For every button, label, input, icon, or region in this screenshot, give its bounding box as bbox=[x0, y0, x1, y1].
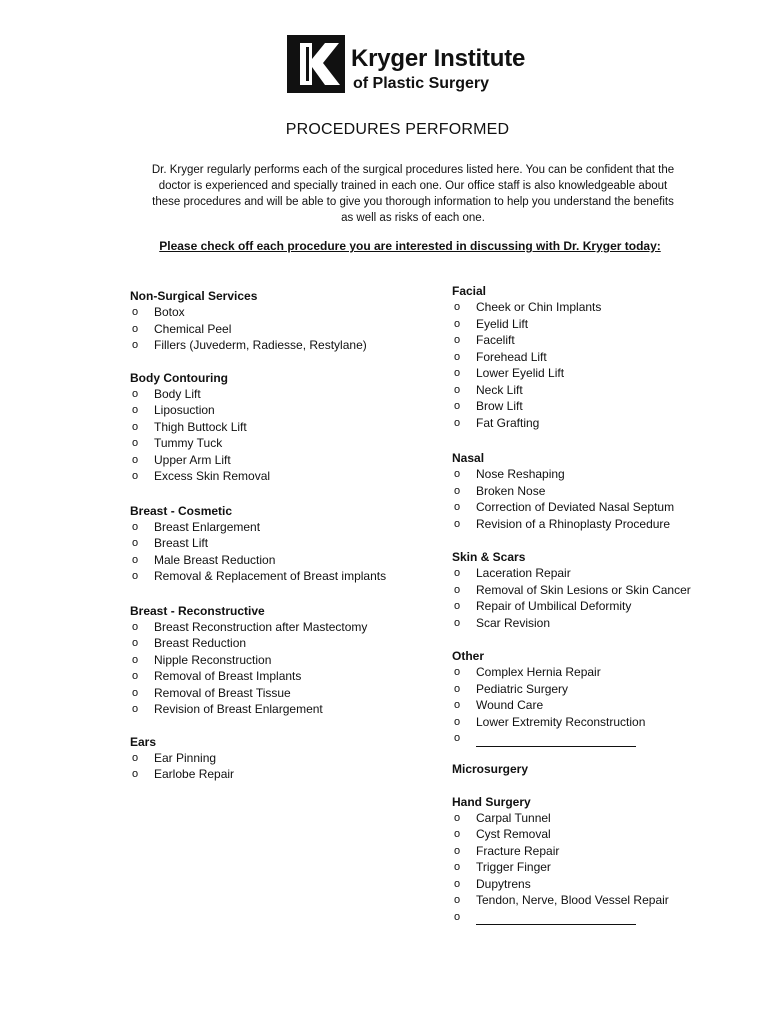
checkbox-circle-icon[interactable]: o bbox=[132, 520, 139, 533]
right-column bbox=[452, 283, 752, 925]
section-heading: Nasal bbox=[452, 451, 485, 465]
item-label: Nipple Reconstruction bbox=[154, 652, 272, 667]
section-body-contouring bbox=[130, 370, 430, 485]
checkbox-circle-icon[interactable]: o bbox=[132, 637, 139, 649]
item-label: Tummy Tuck bbox=[154, 436, 223, 450]
checkbox-item-chemical-peel[interactable] bbox=[130, 321, 430, 338]
checkbox-circle-icon[interactable]: o bbox=[454, 334, 461, 346]
section-heading: Non-Surgical Services bbox=[130, 289, 258, 303]
checkbox-circle-icon[interactable]: o bbox=[454, 877, 461, 890]
item-label: Excess Skin Removal bbox=[154, 469, 271, 483]
item-label: Broken Nose bbox=[476, 483, 546, 498]
item-label: Eyelid Lift bbox=[476, 316, 529, 331]
checkbox-item-trigger-finger[interactable] bbox=[452, 859, 752, 876]
checkbox-circle-icon[interactable]: o bbox=[132, 322, 139, 335]
section-heading: Facial bbox=[452, 284, 487, 298]
checkbox-item-thigh-buttock-lift[interactable] bbox=[130, 419, 430, 436]
logo-mark-icon bbox=[287, 35, 345, 93]
section-nasal bbox=[452, 450, 752, 532]
checkbox-item-pediatric-surgery[interactable] bbox=[452, 681, 752, 698]
checkbox-circle-icon[interactable]: o bbox=[132, 404, 139, 416]
checkbox-item-eyelid-lift[interactable] bbox=[452, 316, 752, 333]
checkbox-item-fracture-repair[interactable] bbox=[452, 843, 752, 860]
checkbox-circle-icon[interactable]: o bbox=[454, 666, 461, 678]
section-breast-cosmetic bbox=[130, 503, 430, 585]
checkbox-circle-icon[interactable]: o bbox=[454, 416, 461, 429]
checkbox-circle-icon[interactable]: o bbox=[454, 715, 461, 728]
item-label: Botox bbox=[154, 305, 185, 319]
checkbox-circle-icon[interactable]: o bbox=[132, 751, 139, 764]
checkbox-item-tummy-tuck[interactable] bbox=[130, 435, 430, 452]
checkbox-item-fat-grafting[interactable] bbox=[452, 415, 752, 432]
checkbox-item-removal-of-breast-implants[interactable] bbox=[130, 668, 430, 685]
item-label: Male Breast Reduction bbox=[154, 552, 276, 567]
checkbox-circle-icon[interactable]: o bbox=[132, 553, 139, 566]
checkbox-circle-icon[interactable]: o bbox=[454, 844, 461, 857]
checkbox-item-earlobe-repair[interactable] bbox=[130, 766, 430, 783]
checkbox-item-upper-arm-lift[interactable] bbox=[130, 452, 430, 469]
section-heading: Skin & Scars bbox=[452, 550, 526, 564]
checkbox-item-brow-lift[interactable] bbox=[452, 398, 752, 415]
page-title: PROCEDURES PERFORMED bbox=[285, 121, 510, 138]
checkbox-item-neck-lift[interactable] bbox=[452, 382, 752, 399]
checkbox-circle-icon[interactable]: o bbox=[132, 306, 139, 318]
checkbox-circle-icon[interactable]: o bbox=[454, 501, 461, 513]
checkbox-item-dupytrens[interactable] bbox=[452, 876, 752, 893]
item-label: Fillers (Juvederm, Radiesse, Restylane) bbox=[154, 338, 367, 352]
checkbox-item-removal-of-skin-lesions-or-skin-cancer[interactable] bbox=[452, 582, 752, 599]
checkbox-item-tendon-nerve-blood-vessel-repair[interactable] bbox=[452, 892, 752, 909]
instruction-text: Please check off each procedure you are interested in discussing with Dr. Kryger today: bbox=[159, 239, 661, 253]
checkbox-item-correction-of-deviated-nasal-septum[interactable] bbox=[452, 499, 752, 516]
item-label: Laceration Repair bbox=[476, 566, 571, 580]
section-skin-scars bbox=[452, 549, 752, 631]
section-heading: Body Contouring bbox=[130, 370, 228, 385]
checkbox-circle-icon[interactable]: o bbox=[454, 400, 461, 412]
item-label: Upper Arm Lift bbox=[154, 452, 231, 467]
item-label: Correction of Deviated Nasal Septum bbox=[476, 500, 675, 514]
checkbox-item-nipple-reconstruction[interactable] bbox=[130, 652, 430, 669]
checkbox-circle-icon[interactable]: o bbox=[454, 861, 461, 873]
intro-paragraph: Dr. Kryger regularly performs each of the surgical procedures listed here. You can be confident that the doctor is experienced and specially trained in each one. Our office staff is also knowledgeable about these procedures and will be able to give you thorough information to help you understand the benefits as well as risks of each one. bbox=[151, 164, 675, 224]
item-label: Wound Care bbox=[476, 698, 544, 712]
item-label: Breast Reduction bbox=[154, 636, 247, 650]
item-label: Breast Lift bbox=[154, 536, 209, 550]
item-label: Removal of Breast Implants bbox=[154, 669, 302, 683]
item-label: Repair of Umbilical Deformity bbox=[476, 599, 632, 613]
checkbox-circle-icon[interactable]: o bbox=[132, 570, 139, 582]
checkbox-circle-icon[interactable]: o bbox=[454, 517, 461, 530]
checkbox-item-breast-reconstruction-after-mastectomy[interactable] bbox=[130, 619, 430, 636]
checkbox-item-laceration-repair[interactable] bbox=[452, 565, 752, 582]
item-label: Neck Lift bbox=[476, 382, 523, 397]
section-hand-surgery bbox=[452, 794, 752, 926]
item-label: Scar Revision bbox=[476, 615, 551, 630]
checkbox-circle-icon[interactable]: o bbox=[132, 686, 139, 699]
section-heading: Microsurgery bbox=[452, 761, 529, 776]
item-label: Removal of Breast Tissue bbox=[154, 685, 291, 700]
checkbox-circle-icon[interactable]: o bbox=[132, 537, 139, 549]
checkbox-circle-icon[interactable]: o bbox=[454, 811, 461, 824]
checkbox-item-breast-lift[interactable] bbox=[130, 535, 430, 552]
item-label bbox=[476, 730, 752, 747]
item-label: Breast Enlargement bbox=[154, 519, 261, 534]
item-label: Cyst Removal bbox=[476, 827, 551, 841]
section-other bbox=[452, 648, 752, 747]
checkbox-circle-icon[interactable]: o bbox=[132, 387, 139, 400]
item-label: Tendon, Nerve, Blood Vessel Repair bbox=[476, 893, 669, 907]
checkbox-circle-icon[interactable]: o bbox=[454, 682, 461, 695]
checkbox-item-ear-pinning[interactable] bbox=[130, 750, 430, 767]
item-label: Earlobe Repair bbox=[154, 767, 235, 781]
checkbox-item-cyst-removal[interactable] bbox=[452, 826, 752, 843]
item-label: Revision of Breast Enlargement bbox=[154, 702, 323, 716]
item-label: Body Lift bbox=[154, 386, 201, 401]
checkbox-item-repair-of-umbilical-deformity[interactable] bbox=[452, 598, 752, 615]
checkbox-circle-icon[interactable]: o bbox=[454, 583, 461, 596]
section-heading: Ears bbox=[130, 734, 157, 749]
checkbox-circle-icon[interactable]: o bbox=[132, 703, 139, 715]
checkbox-circle-icon[interactable]: o bbox=[454, 301, 461, 313]
checkbox-item-breast-enlargement[interactable] bbox=[130, 519, 430, 536]
checkbox-item-botox[interactable] bbox=[130, 304, 430, 321]
checkbox-item-complex-hernia-repair[interactable] bbox=[452, 664, 752, 681]
checkbox-item-nose-reshaping[interactable] bbox=[452, 466, 752, 483]
item-label: Pediatric Surgery bbox=[476, 681, 569, 696]
section-microsurgery bbox=[452, 761, 752, 777]
checkbox-item-removal-replacement-of-breast-implants[interactable] bbox=[130, 568, 430, 585]
item-label: Lower Extremity Reconstruction bbox=[476, 714, 646, 729]
checkbox-item-wound-care[interactable] bbox=[452, 697, 752, 714]
checkbox-circle-icon[interactable]: o bbox=[454, 616, 461, 629]
item-label: Nose Reshaping bbox=[476, 467, 565, 481]
item-label: Facelift bbox=[476, 333, 515, 347]
item-label bbox=[476, 909, 752, 926]
checkbox-circle-icon[interactable]: o bbox=[132, 437, 139, 449]
checkbox-item-blank[interactable] bbox=[452, 909, 752, 926]
item-label: Revision of a Rhinoplasty Procedure bbox=[476, 516, 671, 531]
checkbox-item-cheek-or-chin-implants[interactable] bbox=[452, 299, 752, 316]
logo-name: Kryger Institute bbox=[351, 45, 526, 72]
checkbox-item-broken-nose[interactable] bbox=[452, 483, 752, 500]
left-column bbox=[130, 288, 430, 783]
checkbox-item-lower-extremity-reconstruction[interactable] bbox=[452, 714, 752, 731]
checkbox-circle-icon[interactable]: o bbox=[454, 732, 461, 744]
checkbox-circle-icon[interactable]: o bbox=[132, 453, 139, 466]
checkbox-circle-icon[interactable]: o bbox=[132, 653, 139, 666]
checkbox-circle-icon[interactable]: o bbox=[132, 768, 139, 780]
item-label: Forehead Lift bbox=[476, 349, 547, 364]
checkbox-circle-icon[interactable]: o bbox=[454, 828, 461, 840]
item-label: Trigger Finger bbox=[476, 860, 551, 874]
checkbox-item-blank[interactable] bbox=[452, 730, 752, 747]
section-heading: Breast - Reconstructive bbox=[130, 603, 265, 618]
checkbox-circle-icon[interactable]: o bbox=[454, 894, 461, 906]
write-in-line[interactable] bbox=[476, 913, 636, 925]
checkbox-circle-icon[interactable]: o bbox=[132, 670, 139, 682]
checkbox-item-carpal-tunnel[interactable] bbox=[452, 810, 752, 827]
item-label: Breast Reconstruction after Mastectomy bbox=[154, 619, 368, 634]
checkbox-item-breast-reduction[interactable] bbox=[130, 635, 430, 652]
item-label: Removal of Skin Lesions or Skin Cancer bbox=[476, 582, 691, 597]
checkbox-item-excess-skin-removal[interactable] bbox=[130, 468, 430, 485]
checkbox-circle-icon[interactable]: o bbox=[454, 383, 461, 396]
section-breast-reconstructive bbox=[130, 603, 430, 718]
item-label: Carpal Tunnel bbox=[476, 810, 551, 825]
item-label: Fracture Repair bbox=[476, 843, 560, 858]
checkbox-circle-icon[interactable]: o bbox=[132, 420, 139, 433]
checkbox-item-body-lift[interactable] bbox=[130, 386, 430, 403]
checkbox-item-facelift[interactable] bbox=[452, 332, 752, 349]
logo-subtitle: of Plastic Surgery bbox=[353, 75, 490, 92]
item-label: Ear Pinning bbox=[154, 750, 217, 765]
item-label: Lower Eyelid Lift bbox=[476, 366, 565, 380]
checkbox-circle-icon[interactable]: o bbox=[454, 350, 461, 363]
checkbox-circle-icon[interactable]: o bbox=[454, 468, 461, 480]
item-label: Removal & Replacement of Breast implants bbox=[154, 569, 387, 583]
checkbox-circle-icon[interactable]: o bbox=[132, 470, 139, 482]
item-label: Thigh Buttock Lift bbox=[154, 419, 247, 434]
section-heading: Other bbox=[452, 649, 485, 663]
checkbox-circle-icon[interactable]: o bbox=[454, 317, 461, 330]
item-label: Fat Grafting bbox=[476, 415, 540, 430]
checkbox-item-revision-of-a-rhinoplasty-procedure[interactable] bbox=[452, 516, 752, 533]
checkbox-item-scar-revision[interactable] bbox=[452, 615, 752, 632]
checkbox-circle-icon[interactable]: o bbox=[454, 699, 461, 711]
section-facial bbox=[452, 283, 752, 431]
item-label: Brow Lift bbox=[476, 399, 523, 413]
write-in-line[interactable] bbox=[476, 735, 636, 747]
checkbox-circle-icon[interactable]: o bbox=[454, 367, 461, 379]
logo bbox=[287, 35, 525, 93]
checkbox-circle-icon[interactable]: o bbox=[454, 910, 461, 923]
section-heading: Breast - Cosmetic bbox=[130, 503, 233, 518]
checkbox-circle-icon[interactable]: o bbox=[454, 600, 461, 612]
item-label: Complex Hernia Repair bbox=[476, 665, 601, 679]
checkbox-item-removal-of-breast-tissue[interactable] bbox=[130, 685, 430, 702]
item-label: Liposuction bbox=[154, 403, 215, 417]
checkbox-item-male-breast-reduction[interactable] bbox=[130, 552, 430, 569]
section-heading: Hand Surgery bbox=[452, 794, 531, 809]
item-label: Dupytrens bbox=[476, 876, 531, 891]
section-non-surgical-services bbox=[130, 288, 430, 354]
checkbox-circle-icon[interactable]: o bbox=[132, 620, 139, 633]
checkbox-item-fillers-juvederm-radiesse-restylane[interactable] bbox=[130, 337, 430, 354]
checkbox-circle-icon[interactable]: o bbox=[454, 567, 461, 579]
item-label: Cheek or Chin Implants bbox=[476, 300, 602, 314]
section-ears bbox=[130, 734, 430, 783]
checkbox-item-liposuction[interactable] bbox=[130, 402, 430, 419]
checkbox-circle-icon[interactable]: o bbox=[454, 484, 461, 497]
item-label: Chemical Peel bbox=[154, 321, 232, 336]
checkbox-item-revision-of-breast-enlargement[interactable] bbox=[130, 701, 430, 718]
checkbox-circle-icon[interactable]: o bbox=[132, 339, 139, 351]
checkbox-item-forehead-lift[interactable] bbox=[452, 349, 752, 366]
checkbox-item-lower-eyelid-lift[interactable] bbox=[452, 365, 752, 382]
